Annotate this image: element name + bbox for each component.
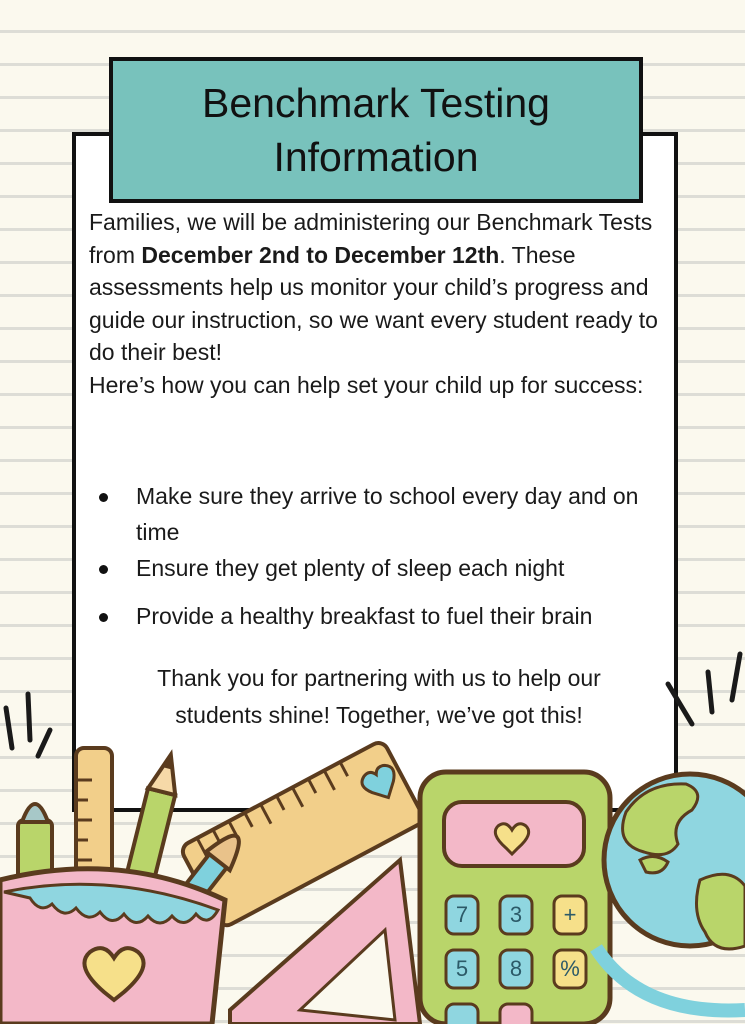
globe-icon xyxy=(596,774,745,1010)
tip-text: Make sure they arrive to school every day and on time xyxy=(136,483,639,545)
tip-text: Provide a healthy breakfast to fuel their brain xyxy=(136,603,593,629)
calculator-key: 7 xyxy=(455,902,469,927)
closing-line-2: students shine! Together, we’ve got this! xyxy=(175,702,583,728)
bullet-icon xyxy=(99,565,108,574)
calculator-key: 8 xyxy=(509,956,523,981)
intro-paragraph xyxy=(89,206,669,369)
pencil-cup-icon xyxy=(0,869,225,1024)
testing-dates: December 2nd to December 12th xyxy=(141,241,500,268)
intro-text-continued: . These assessments help us monitor your child’s progress and guide our instruction, so we want every student ready to do their best! xyxy=(89,241,658,365)
tips-list xyxy=(89,478,679,634)
calculator-key: + xyxy=(563,902,577,927)
calculator-key: 3 xyxy=(509,902,523,927)
calculator-key: % xyxy=(560,956,580,981)
calculator-icon xyxy=(420,772,610,1024)
page-title xyxy=(202,76,550,184)
title-line-1: Benchmark Testing xyxy=(202,80,550,126)
intro-text: Families, we will be administering our Benchmark Tests from xyxy=(89,209,653,268)
bullet-icon xyxy=(99,493,108,502)
school-supplies-illustration xyxy=(0,640,745,1024)
tip-text: Ensure they get plenty of sleep each night xyxy=(136,555,565,581)
calculator-key: 5 xyxy=(455,956,469,981)
closing-line-1: Thank you for partnering with us to help our xyxy=(157,665,601,691)
title-banner xyxy=(109,57,643,203)
bullet-icon xyxy=(99,613,108,622)
sparkle-right-icon xyxy=(668,654,740,724)
title-line-2: Information xyxy=(273,134,479,180)
list-item xyxy=(89,550,679,586)
sparkle-left-icon xyxy=(6,694,50,756)
help-heading: Here’s how you can help set your child up for success: xyxy=(89,371,644,398)
body-copy xyxy=(89,206,669,401)
list-item xyxy=(89,478,679,550)
list-item xyxy=(89,598,679,634)
